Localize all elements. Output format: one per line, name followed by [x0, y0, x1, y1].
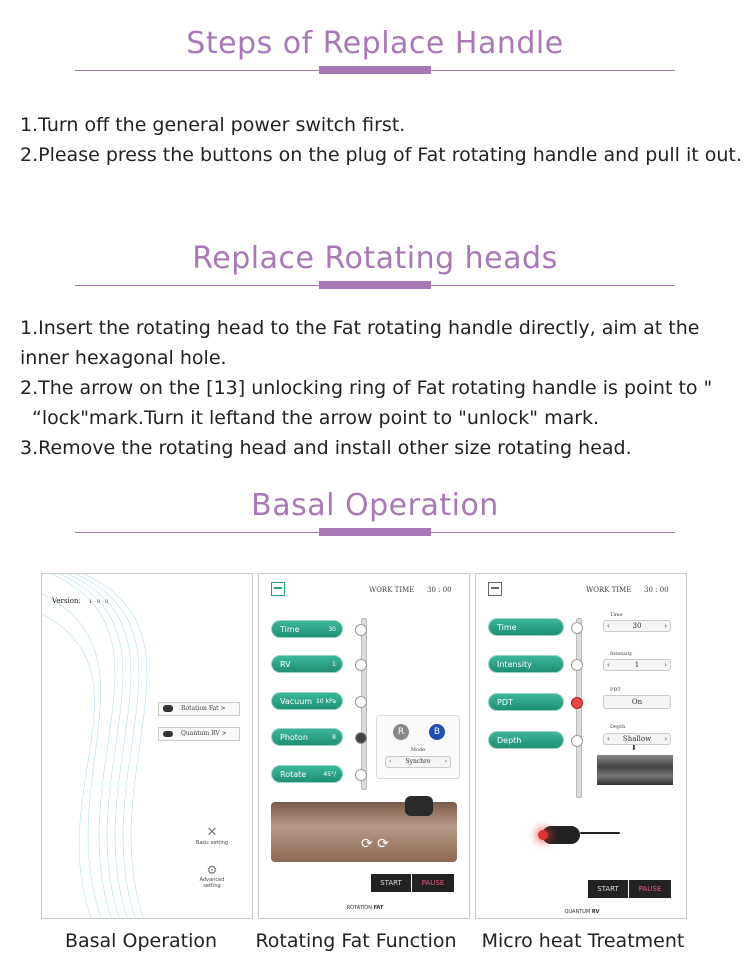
- intensity-setting-value: 1: [634, 661, 640, 669]
- screen-footer: [476, 909, 687, 915]
- slider-knob[interactable]: [571, 735, 583, 747]
- mode-select[interactable]: [385, 756, 451, 768]
- replace-heads-steps: [20, 313, 712, 463]
- advanced-setting-button[interactable]: [192, 864, 232, 889]
- slider-knob[interactable]: [355, 659, 367, 671]
- slider-knob[interactable]: [355, 732, 367, 744]
- depth-setting-select[interactable]: [603, 733, 671, 745]
- step-line: 2.Please press the buttons on the plug of Fat rotating handle and pull it out.: [20, 144, 742, 166]
- depth-setting-value: Shallow: [622, 735, 652, 743]
- param-label: Time: [497, 623, 517, 632]
- work-time-value: 30 : 00: [644, 586, 669, 594]
- param-photon-button[interactable]: [271, 728, 343, 746]
- basic-setting-label: Basic setting: [195, 840, 229, 846]
- chevron-left-icon: ‹: [607, 735, 610, 743]
- time-setting-select[interactable]: [603, 620, 671, 632]
- param-label: Depth: [497, 736, 522, 745]
- param-time-button[interactable]: [488, 618, 564, 636]
- param-value: 8: [332, 734, 336, 741]
- menu-item-label: Quantum RV >: [181, 730, 227, 737]
- step-line: 3.Remove the rotating head and install other size rotating head.: [20, 437, 632, 459]
- work-time-value: 30 : 00: [427, 586, 452, 594]
- chevron-right-icon: ›: [664, 622, 667, 630]
- section-divider-accent: [319, 528, 431, 536]
- caption-micro-heat: Micro heat Treatment: [481, 930, 685, 952]
- param-label: Vacuum: [280, 697, 313, 706]
- step-line: inner hexagonal hole.: [20, 347, 227, 369]
- section-divider-accent: [319, 66, 431, 74]
- param-pdt-button[interactable]: [488, 693, 564, 711]
- param-label: Rotate: [280, 770, 307, 779]
- param-time-button[interactable]: [271, 620, 343, 638]
- chevron-left-icon: ‹: [389, 758, 392, 765]
- param-label: RV: [280, 660, 291, 669]
- param-value: 30: [328, 626, 336, 633]
- mode-label: Mode: [410, 747, 426, 753]
- slider-knob[interactable]: [355, 769, 367, 781]
- rotation-icon: ⟳ ⟳: [361, 836, 389, 852]
- intensity-setting-label: Intensity: [610, 651, 633, 657]
- param-label: PDT: [497, 698, 513, 707]
- advanced-setting-label: setting: [203, 883, 221, 889]
- footer-label-bold: RV: [591, 909, 600, 915]
- step-line: “lock"mark.Turn it leftand the arrow point to "unlock" mark.: [32, 407, 600, 429]
- screen-footer: [259, 905, 470, 911]
- param-value: 10 kPa: [315, 698, 336, 705]
- handle-icon: [163, 705, 173, 712]
- cable: [580, 832, 620, 834]
- caption-basal-operation: Basal Operation: [64, 930, 218, 952]
- version-value: 1 - 0 - 0: [88, 599, 109, 605]
- menu-item-quantum-rv[interactable]: [158, 727, 240, 741]
- work-time-label: WORK TIME: [586, 586, 632, 594]
- chevron-left-icon: ‹: [607, 622, 610, 630]
- mode-b-button[interactable]: B: [429, 724, 445, 740]
- mode-panel: [376, 715, 460, 779]
- exit-icon[interactable]: [271, 582, 285, 596]
- time-setting-value: 30: [632, 622, 642, 630]
- menu-item-label: Rotation Fat >: [181, 705, 226, 712]
- version-label: Version:: [52, 597, 81, 605]
- advanced-setting-label: Advanced: [199, 877, 225, 883]
- param-vacuum-button[interactable]: [271, 692, 343, 710]
- chevron-right-icon: ›: [444, 758, 447, 765]
- screen-rotating-fat: [258, 573, 470, 919]
- caption-rotating-fat: Rotating Fat Function: [255, 930, 457, 952]
- param-rotate-button[interactable]: [271, 765, 343, 783]
- treatment-illustration: [271, 802, 457, 862]
- slider-knob[interactable]: [571, 622, 583, 634]
- section-title-replace-heads: Replace Rotating heads: [192, 241, 558, 276]
- chevron-left-icon: ‹: [607, 661, 610, 669]
- menu-item-rotation-fat[interactable]: [158, 702, 240, 716]
- handle-icon: [163, 731, 173, 737]
- pdt-setting-select[interactable]: On: [603, 695, 671, 709]
- chevron-right-icon: ›: [664, 661, 667, 669]
- step-line: 1.Turn off the general power switch first.: [20, 114, 406, 136]
- param-value: 1: [332, 661, 336, 668]
- exit-icon[interactable]: [488, 582, 502, 596]
- param-label: Time: [280, 625, 300, 634]
- footer-label: ROTATION: [346, 905, 372, 911]
- tools-icon: ✕: [206, 825, 218, 840]
- basic-setting-button[interactable]: [192, 826, 232, 846]
- gear-icon: ⚙: [206, 863, 218, 877]
- step-line: 2.The arrow on the [13] unlocking ring of Fat rotating handle is point to ": [20, 377, 713, 399]
- version-row: [52, 588, 108, 607]
- section-title-basal-operation: Basal Operation: [251, 488, 499, 523]
- pdt-setting-label: PDT: [610, 687, 621, 693]
- mode-r-button[interactable]: R: [393, 724, 409, 740]
- intensity-setting-select[interactable]: [603, 659, 671, 671]
- param-label: Intensity: [497, 660, 532, 669]
- pause-button[interactable]: PAUSE: [629, 880, 671, 898]
- time-setting-label: Time: [610, 612, 623, 618]
- param-value: 45°/: [323, 771, 336, 778]
- screen-basal-operation: [41, 573, 253, 919]
- slider-knob[interactable]: [355, 696, 367, 708]
- param-depth-button[interactable]: [488, 731, 564, 749]
- work-time-label: WORK TIME: [369, 586, 415, 594]
- mode-value: Synchro: [405, 758, 431, 765]
- param-rv-button[interactable]: [271, 655, 343, 673]
- slider-knob[interactable]: [571, 659, 583, 671]
- footer-label-bold: FAT: [373, 905, 384, 911]
- param-label: Photon: [280, 733, 308, 742]
- rf-handle-illustration: [542, 826, 580, 844]
- slider-knob[interactable]: [571, 697, 583, 709]
- depth-setting-label: Depth: [610, 724, 626, 730]
- chevron-right-icon: ›: [664, 735, 667, 743]
- screen-micro-heat: [475, 573, 687, 919]
- arrow-down-icon: ⬇: [631, 744, 637, 752]
- section-divider-accent: [319, 281, 431, 289]
- section-title-replace-handle: Steps of Replace Handle: [186, 26, 564, 61]
- start-button[interactable]: START: [371, 874, 411, 892]
- slider-knob[interactable]: [355, 624, 367, 636]
- replace-handle-steps: [20, 110, 742, 170]
- handle-illustration: [405, 796, 433, 816]
- skin-depth-image: [597, 755, 673, 785]
- footer-label: QUANTUM: [564, 909, 591, 915]
- pause-button[interactable]: PAUSE: [412, 874, 454, 892]
- start-button[interactable]: START: [588, 880, 628, 898]
- step-line: 1.Insert the rotating head to the Fat rotating handle directly, aim at the: [20, 317, 700, 339]
- param-intensity-button[interactable]: [488, 655, 564, 673]
